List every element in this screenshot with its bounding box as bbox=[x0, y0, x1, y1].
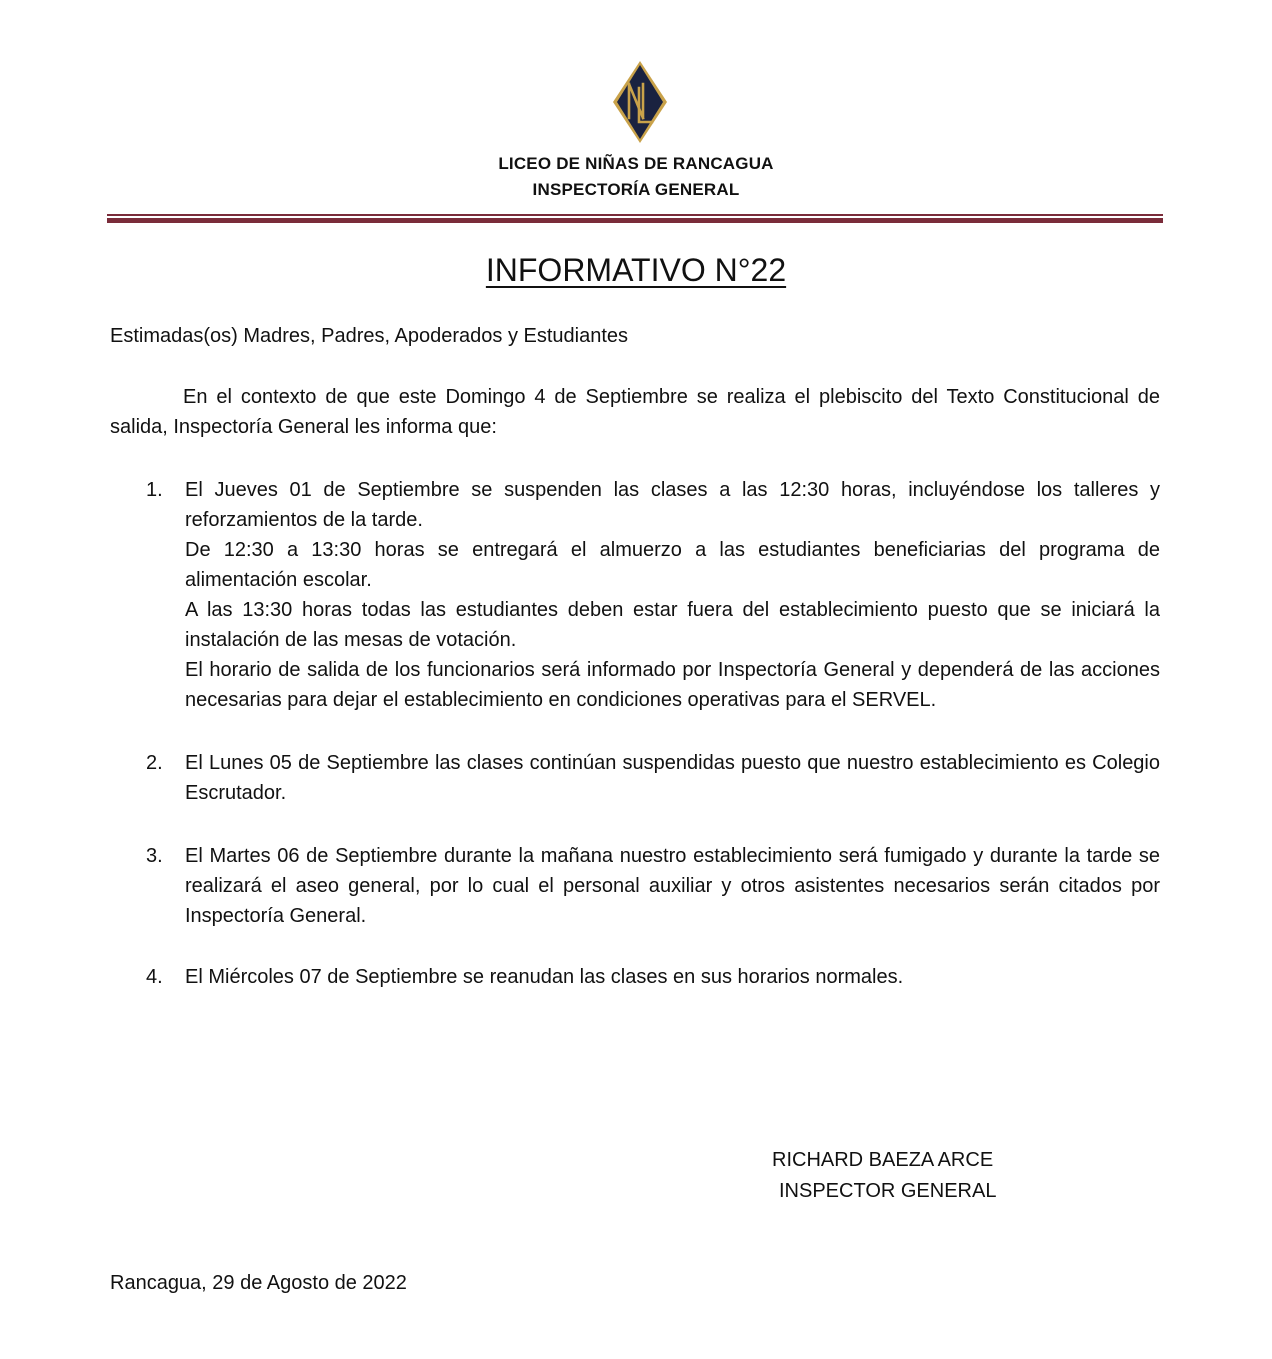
signatory-name: RICHARD BAEZA ARCE bbox=[772, 1149, 994, 1171]
school-logo-icon bbox=[612, 60, 668, 144]
list-item-paragraph: El Martes 06 de Septiembre durante la mañana nuestro establecimiento será fumigado y durante la tarde se realizará el aseo general, por lo cual el personal auxiliar y otros asistentes necesarios serán citados por Inspectoría General. bbox=[185, 845, 1160, 927]
document-title: INFORMATIVO N°22 bbox=[485, 252, 787, 288]
list-item-paragraph: El Lunes 05 de Septiembre las clases continúan suspendidas puesto que nuestro establecimiento es Colegio Escrutador. bbox=[185, 752, 1160, 804]
list-item-paragraph: De 12:30 a 13:30 horas se entregará el almuerzo a las estudiantes beneficiarias del programa de alimentación escolar. bbox=[185, 539, 1160, 591]
list-item-paragraph: El horario de salida de los funcionarios será informado por Inspectoría General y dependerá de las acciones necesarias para dejar el establecimiento en condiciones operativas para el SERVEL. bbox=[185, 659, 1160, 711]
list-item-number: 1. bbox=[146, 479, 163, 501]
list-item-content bbox=[185, 962, 1160, 992]
department-name: INSPECTORÍA GENERAL bbox=[532, 180, 740, 199]
list-item-paragraph: El Miércoles 07 de Septiembre se reanudan las clases en sus horarios normales. bbox=[185, 966, 904, 988]
signatory-role: INSPECTOR GENERAL bbox=[779, 1180, 997, 1202]
list-item-content bbox=[185, 841, 1160, 931]
list-item-number: 2. bbox=[146, 752, 163, 774]
intro-paragraph: En el contexto de que este Domingo 4 de Septiembre se realiza el plebiscito del Texto Constitucional de salida, Inspectoría General les informa que: bbox=[110, 386, 1160, 438]
greeting: Estimadas(os) Madres, Padres, Apoderados y Estudiantes bbox=[110, 325, 629, 347]
list-item-number: 4. bbox=[146, 966, 163, 988]
list-item-paragraph: A las 13:30 horas todas las estudiantes deben estar fuera del establecimiento puesto que se iniciará la instalación de las mesas de votación. bbox=[185, 599, 1160, 651]
list-item-content bbox=[185, 748, 1160, 808]
institution-name: LICEO DE NIÑAS DE RANCAGUA bbox=[498, 154, 774, 173]
header-divider bbox=[107, 214, 1163, 223]
list-item-paragraph: El Jueves 01 de Septiembre se suspenden las clases a las 12:30 horas, incluyéndose los talleres y reforzamientos de la tarde. bbox=[185, 479, 1160, 531]
list-item-number: 3. bbox=[146, 845, 163, 867]
place-date: Rancagua, 29 de Agosto de 2022 bbox=[110, 1272, 407, 1294]
list-item-content bbox=[185, 475, 1160, 715]
